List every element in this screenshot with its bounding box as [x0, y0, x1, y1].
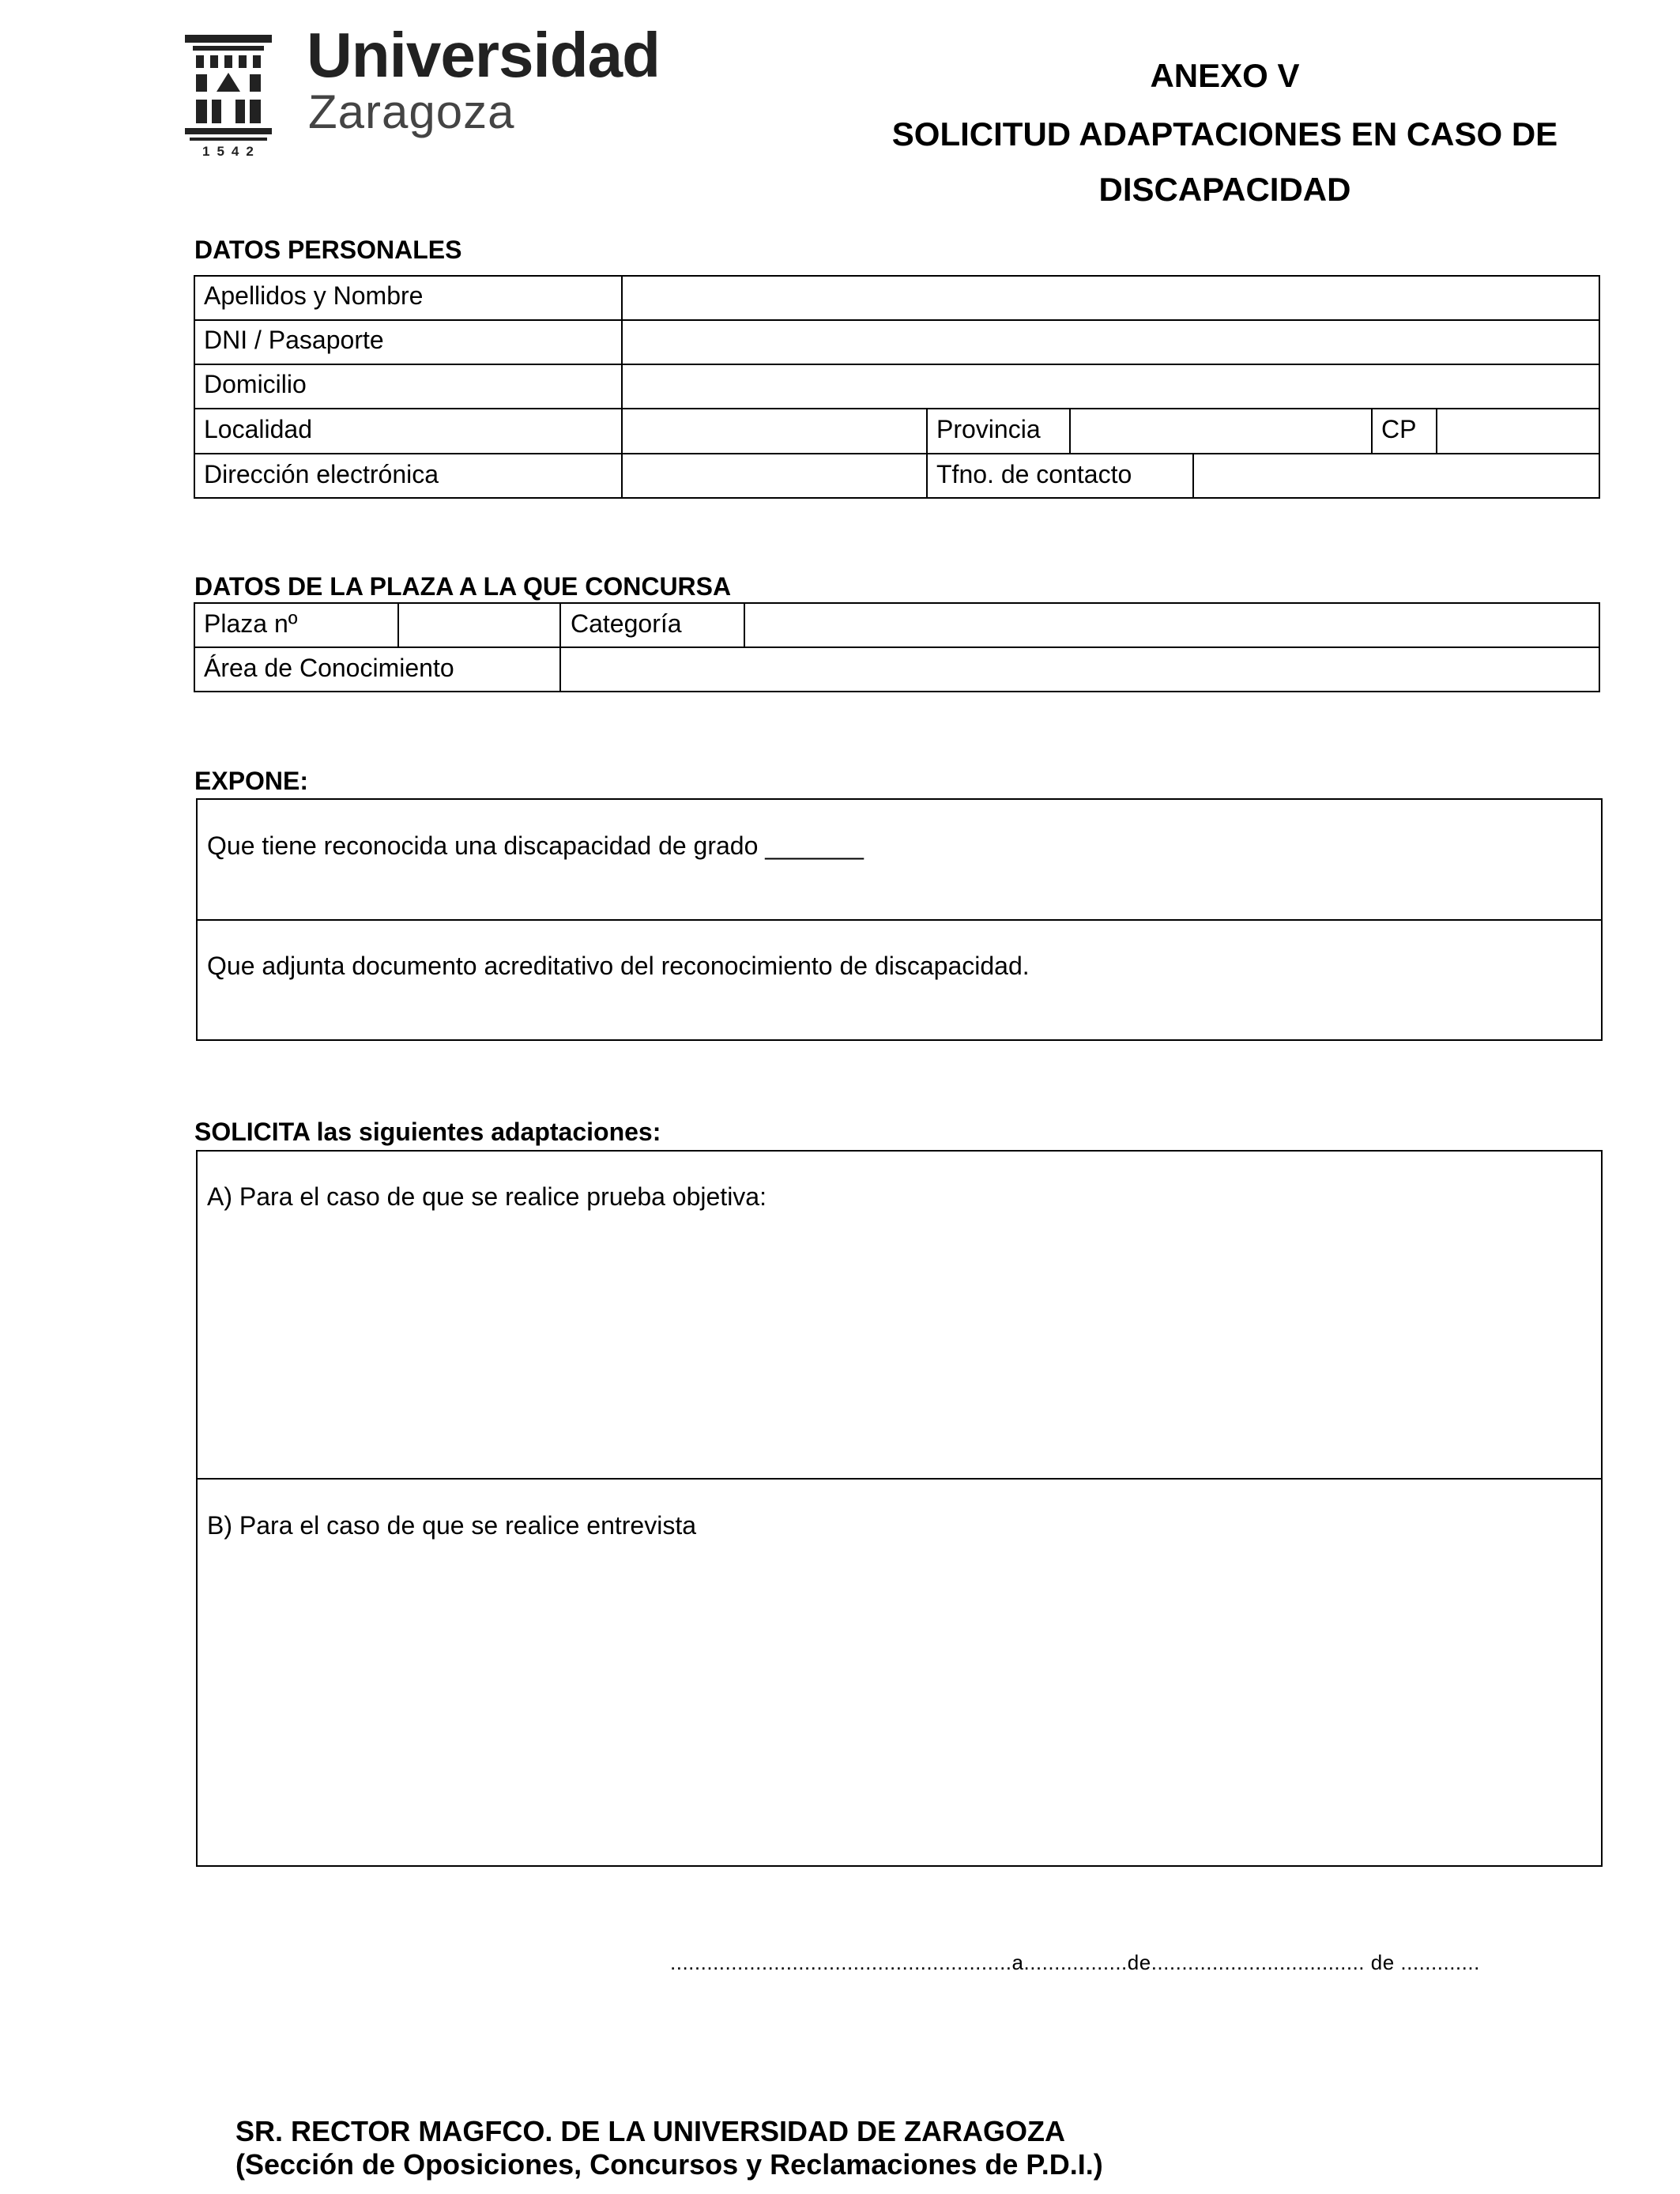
label-cp: CP: [1381, 415, 1417, 443]
form-title-line1: SOLICITUD ADAPTACIONES EN CASO DE: [891, 115, 1558, 153]
cp-field[interactable]: [1439, 409, 1598, 451]
label-apellidos-nombre: Apellidos y Nombre: [204, 281, 424, 310]
domicilio-field[interactable]: [624, 365, 1598, 406]
apellidos-nombre-field[interactable]: [624, 277, 1598, 318]
label-categoria: Categoría: [571, 609, 682, 638]
label-localidad: Localidad: [204, 415, 312, 443]
entrevista-field[interactable]: [199, 1549, 1599, 1862]
addressee-line2: (Sección de Oposiciones, Concursos y Reclamaciones de P.D.I.): [235, 2148, 1103, 2181]
label-domicilio: Domicilio: [204, 370, 307, 398]
label-plaza-no: Plaza nº: [204, 609, 298, 638]
label-dni-pasaporte: DNI / Pasaporte: [204, 326, 384, 354]
email-field[interactable]: [624, 454, 925, 497]
addressee-line1: SR. RECTOR MAGFCO. DE LA UNIVERSIDAD DE ZARAGOZA: [235, 2115, 1066, 2147]
university-name: Universidad: [307, 20, 660, 90]
plaza-data-heading: DATOS DE LA PLAZA A LA QUE CONCURSA: [194, 572, 732, 601]
university-emblem-icon: [185, 35, 272, 161]
solicita-entrevista-label: B) Para el caso de que se realice entrevista: [207, 1511, 696, 1540]
founding-year: 1542: [202, 144, 261, 159]
form-title-line2: DISCAPACIDAD: [1098, 171, 1351, 208]
place-date-line[interactable]: ........................................................a.................de................................... de .............: [670, 1951, 1480, 1974]
dni-pasaporte-field[interactable]: [624, 321, 1598, 362]
label-telefono: Tfno. de contacto: [936, 460, 1132, 488]
personal-data-heading: DATOS PERSONALES: [194, 236, 462, 264]
localidad-field[interactable]: [624, 409, 925, 451]
area-conocimiento-field[interactable]: [563, 648, 1598, 690]
university-city: Zaragoza: [308, 85, 515, 138]
telefono-field[interactable]: [1196, 454, 1598, 497]
solicita-prueba-objetiva-label: A) Para el caso de que se realice prueba objetiva:: [207, 1182, 767, 1211]
label-direccion-electronica: Dirección electrónica: [204, 460, 439, 488]
label-provincia: Provincia: [936, 415, 1041, 443]
prueba-objetiva-field[interactable]: [199, 1221, 1599, 1474]
annex-title: ANEXO V: [1150, 57, 1300, 94]
provincia-field[interactable]: [1072, 409, 1369, 451]
expone-discapacidad-grado: Que tiene reconocida una discapacidad de grado _______: [207, 831, 864, 860]
expone-heading: EXPONE:: [194, 767, 309, 795]
label-area-conocimiento: Área de Conocimiento: [204, 654, 454, 682]
solicita-heading: SOLICITA las siguientes adaptaciones:: [194, 1118, 661, 1146]
plaza-no-field[interactable]: [401, 604, 558, 645]
expone-documento-acreditativo: Que adjunta documento acreditativo del reconocimiento de discapacidad.: [207, 952, 1030, 980]
categoria-field[interactable]: [747, 604, 1598, 645]
